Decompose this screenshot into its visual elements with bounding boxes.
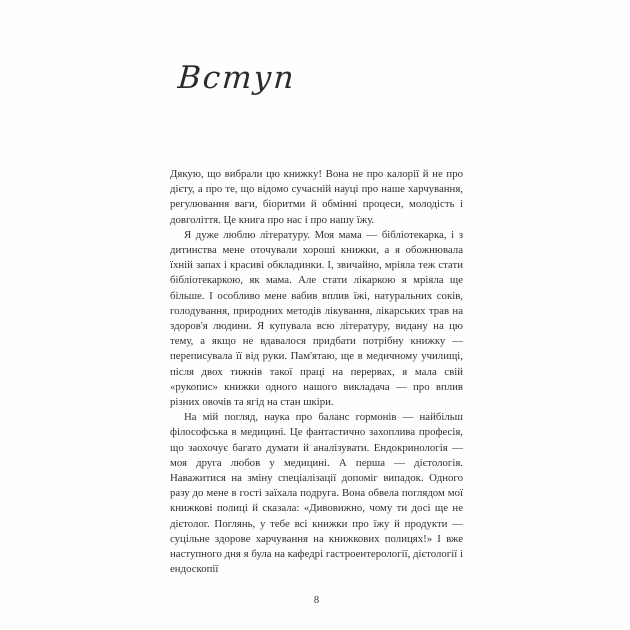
paragraph-medicine: На мій погляд, наука про баланс гормонів — найбільш філософська в медицині. Це фантастично захоплива професія, що заохочує багато думати й аналізувати. Ендокринологія — моя друга любов у медицині. А перша — дієтологія. Наважитися на зміну спеціалізації допоміг випадок. Одного разу до мене в гості заїхала подруга. Вона обвела поглядом мої книжкові полиці й сказала: «Дивовижно, чому ти досі ще не дієтолог. Поглянь, у тебе всі книжки про їжу й продукти — суцільне здорове харчування на книжкових полицях!» І вже наступного дня я була на кафедрі гастроентерології, дієтології і ендоскопії: [170, 411, 463, 576]
chapter-title: Вступ: [176, 60, 297, 96]
paragraph-intro: Дякую, що вибрали цю книжку! Вона не про калорії й не про дієту, а про те, що відомо сучасній науці про наше харчування, регулювання ваги, біоритми й обмінні процеси, молодість і довголіття. Це книга про нас і про нашу їжу.: [170, 168, 463, 226]
page-number: 8: [313, 595, 320, 606]
paragraph-literature: Я дуже люблю літературу. Моя мама — бібліотекарка, і з дитинства мене оточували хороші книжки, а я обожнювала їхній запах і красиві обкладинки. І, звичайно, мріяла теж стати бібліотекаркою, як мама. Але стати лікаркою я мріяла ще більше. І особливо мене вабив вплив їжі, натуральних соків, голодування, природних методів лікування, лікарських трав на здоров'я людини. Я купувала всю літературу, видану на цю тему, а якщо не вдавалося придбати потрібну книжку — переписувала її від руки. Пам'ятаю, ще в медичному училищі, після двох тижнів такої праці на перервах, я мала свій «рукопис» книжки одного нашого викладача — про вплив різних овочів та ягід на стан шкіри.: [170, 228, 463, 409]
body-text: [170, 167, 463, 577]
